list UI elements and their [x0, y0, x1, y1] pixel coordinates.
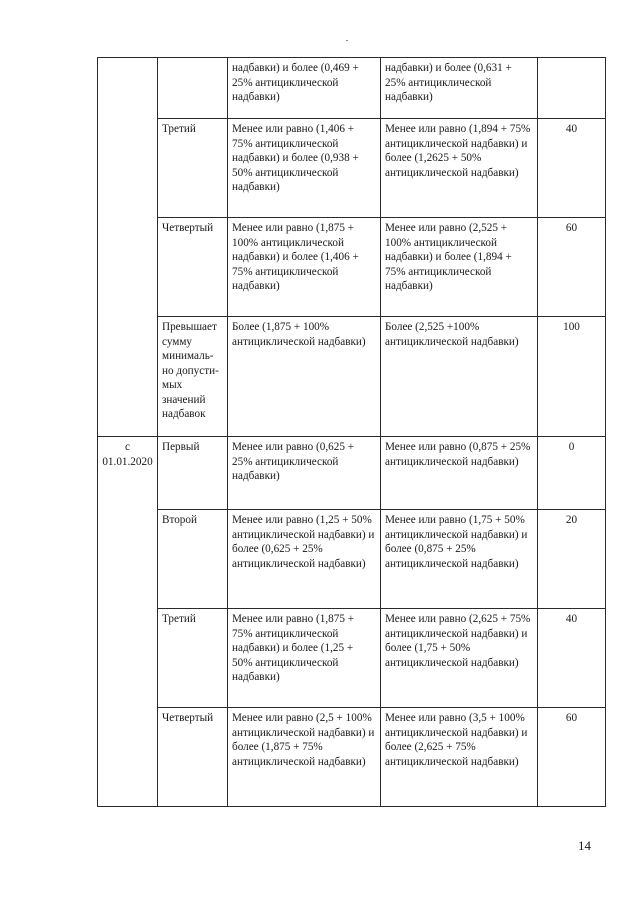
- condition-cell-1: Менее или равно (0,625 + 25% антициклической надбавки): [228, 437, 381, 510]
- condition-cell-2: Более (2,525 +100% антициклической надбавки): [381, 317, 538, 437]
- date-cell-empty: [98, 58, 158, 437]
- condition-cell-2: Менее или равно (0,875 + 25% антициклической надбавки): [381, 437, 538, 510]
- level-cell: [158, 58, 228, 119]
- value-cell: 40: [538, 609, 606, 708]
- condition-cell-2: Менее или равно (3,5 + 100% антициклической надбавки) и более (2,625 + 75% антициклической надбавки): [381, 708, 538, 807]
- level-cell: Первый: [158, 437, 228, 510]
- value-cell: 20: [538, 510, 606, 609]
- table-row: [98, 218, 606, 317]
- level-cell: Третий: [158, 609, 228, 708]
- table-row: [98, 510, 606, 609]
- value-cell: 100: [538, 317, 606, 437]
- level-cell: Третий: [158, 119, 228, 218]
- buffer-table: [97, 57, 606, 807]
- condition-cell-1: Менее или равно (1,25 + 50% антициклической надбавки) и более (0,625 + 25% антициклической надбавки): [228, 510, 381, 609]
- value-cell: 0: [538, 437, 606, 510]
- table-row: [98, 437, 606, 510]
- table-row: [98, 58, 606, 119]
- condition-cell-2: Менее или равно (2,625 + 75% антициклической надбавки) и более (1,75 + 50% антициклической надбавки): [381, 609, 538, 708]
- table-row: [98, 119, 606, 218]
- table-row: [98, 708, 606, 807]
- condition-cell-1: Менее или равно (1,406 + 75% антициклической надбавки) и более (0,938 + 50% антициклической надбавки): [228, 119, 381, 218]
- condition-cell-2: Менее или равно (1,75 + 50% антициклической надбавки) и более (0,875 + 25% антициклической надбавки): [381, 510, 538, 609]
- level-cell: Превышает сумму минималь-но допусти-мых значений надбавок: [158, 317, 228, 437]
- condition-cell-1: Менее или равно (1,875 + 75% антициклической надбавки) и более (1,25 + 50% антициклической надбавки): [228, 609, 381, 708]
- table-row: [98, 609, 606, 708]
- value-cell: 60: [538, 218, 606, 317]
- value-cell: [538, 58, 606, 119]
- condition-cell-2: Менее или равно (1,894 + 75% антициклической надбавки) и более (1,2625 + 50% антициклической надбавки): [381, 119, 538, 218]
- level-cell: Четвертый: [158, 218, 228, 317]
- table-row: [98, 317, 606, 437]
- value-cell: 40: [538, 119, 606, 218]
- scan-mark: [346, 40, 348, 41]
- value-cell: 60: [538, 708, 606, 807]
- level-cell: Второй: [158, 510, 228, 609]
- level-cell: Четвертый: [158, 708, 228, 807]
- date-cell: с 01.01.2020: [98, 437, 158, 807]
- condition-cell-1: Более (1,875 + 100% антициклической надбавки): [228, 317, 381, 437]
- condition-cell-2: Менее или равно (2,525 + 100% антициклической надбавки) и более (1,894 + 75% антициклической надбавки): [381, 218, 538, 317]
- condition-cell-1: надбавки) и более (0,469 + 25% антициклической надбавки): [228, 58, 381, 119]
- condition-cell-2: надбавки) и более (0,631 + 25% антициклической надбавки): [381, 58, 538, 119]
- page-number: 14: [578, 838, 591, 853]
- condition-cell-1: Менее или равно (1,875 + 100% антициклической надбавки) и более (1,406 + 75% антициклической надбавки): [228, 218, 381, 317]
- condition-cell-1: Менее или равно (2,5 + 100% антициклической надбавки) и более (1,875 + 75% антициклической надбавки): [228, 708, 381, 807]
